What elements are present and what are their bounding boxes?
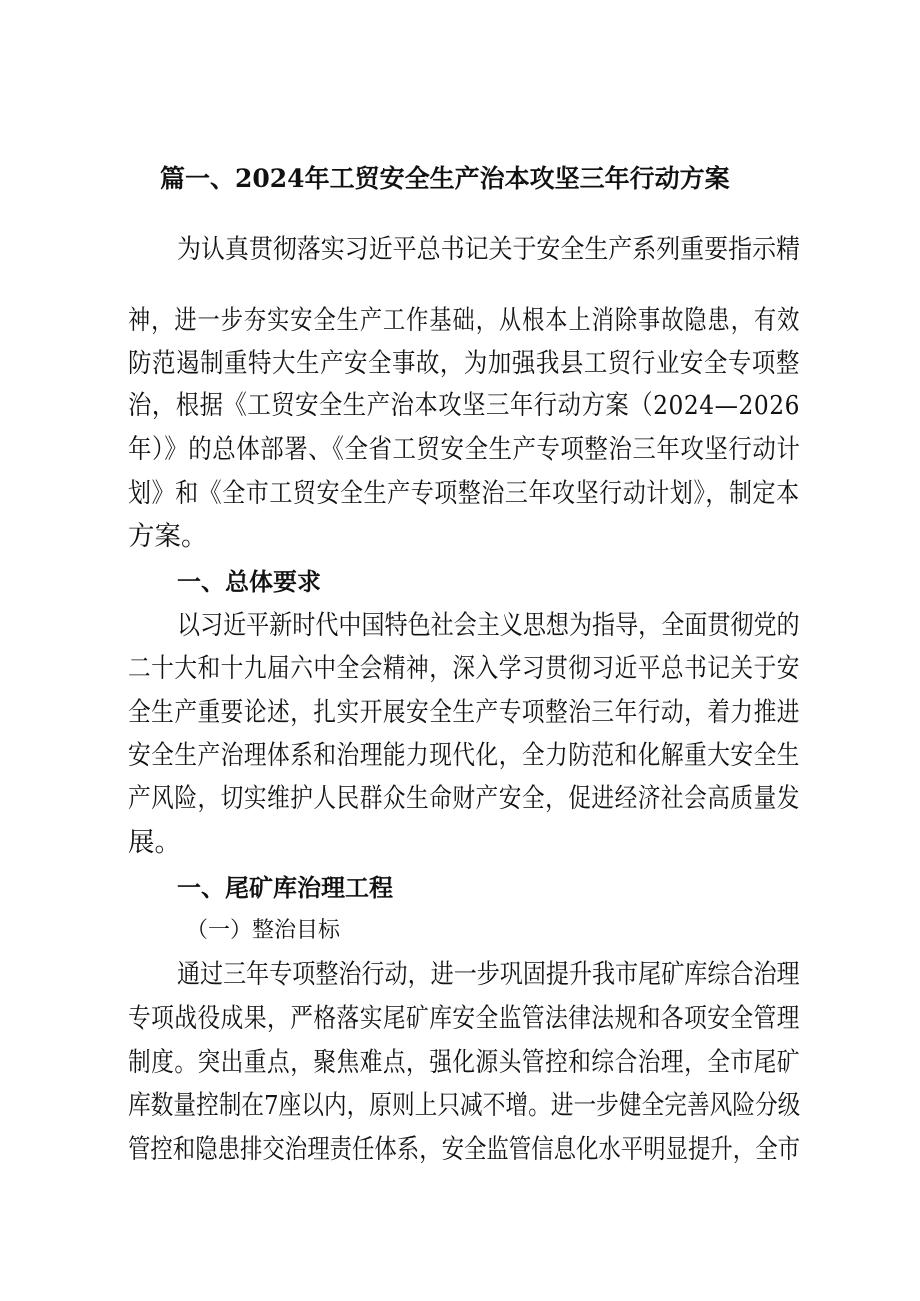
- section2-line-5: 管控和隐患排交治理责任体系，安全监管信息化水平明显提升，全市: [128, 1134, 801, 1165]
- section1-line-4: 安全生产治理体系和治理能力现代化，全力防范和化解重大安全生: [128, 740, 800, 771]
- section1-line-6: 展。: [128, 827, 181, 858]
- section1-line-3: 全生产重要论述，扎实开展安全生产专项整治三年行动，着力推进: [128, 697, 800, 728]
- section1-line-2: 二十大和十九届六中全会精神，深入学习贯彻习近平总书记关于安: [128, 653, 800, 684]
- section2-line-1: 通过三年专项整治行动，进一步巩固提升我市尾矿库综合治理: [177, 959, 800, 990]
- section-heading-general-requirements: 一、总体要求: [177, 568, 321, 596]
- intro-line-7: 方案。: [128, 521, 208, 552]
- intro-line-5: 年）》的总体部署、《全省工贸安全生产专项整治三年攻坚行动计: [128, 434, 801, 465]
- section-heading-tailings: 一、尾矿库治理工程: [177, 874, 393, 902]
- intro-line-1: 为认真贯彻落实习近平总书记关于安全生产系列重要指示精: [177, 234, 800, 265]
- section2-line-3: 制度。突出重点，聚焦难点，强化源头管控和综合治理，全市尾矿: [128, 1047, 800, 1078]
- intro-line-3: 防范遏制重特大生产安全事故，为加强我县工贸行业安全专项整: [128, 348, 800, 379]
- document-title: 篇一、2024年工贸安全生产治本攻坚三年行动方案: [160, 164, 730, 193]
- intro-line-4: 治，根据《工贸安全生产治本攻坚三年行动方案（2024—2026: [128, 390, 800, 421]
- subsection-heading-goals: （一）整治目标: [186, 918, 341, 943]
- intro-line-2: 神，进一步夯实安全生产工作基础，从根本上消除事故隐患，有效: [128, 305, 801, 336]
- section1-line-1: 以习近平新时代中国特色社会主义思想为指导，全面贯彻党的: [177, 610, 800, 641]
- section1-line-5: 产风险，切实维护人民群众生命财产安全，促进经济社会高质量发: [128, 783, 800, 814]
- intro-line-6: 划》和《全市工贸安全生产专项整治三年攻坚行动计划》，制定本: [128, 478, 800, 509]
- section2-line-2: 专项战役成果，严格落实尾矿库安全监管法律法规和各项安全管理: [128, 1003, 800, 1034]
- section2-line-4: 库数量控制在7座以内，原则上只减不增。进一步健全完善风险分级: [128, 1090, 801, 1121]
